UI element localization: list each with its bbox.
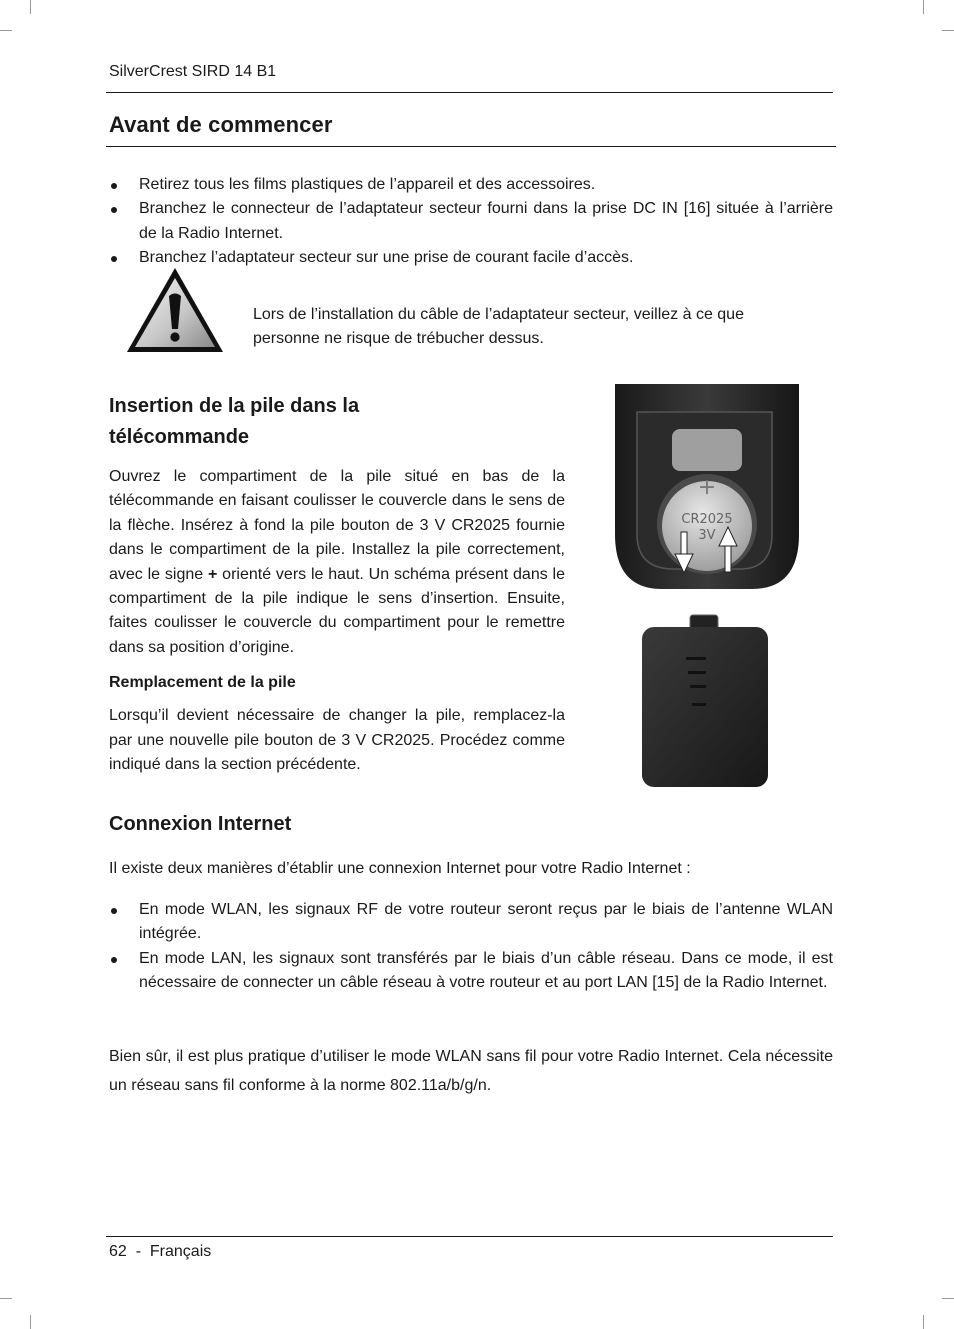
crop-mark <box>30 1315 31 1329</box>
crop-mark <box>0 30 12 31</box>
warning-text: Lors de l’installation du câble de l’adaptateur secteur, veillez à ce que personne ne risque de trébucher dessus. <box>253 306 744 348</box>
bullet-icon <box>111 908 117 914</box>
list-item: Retirez tous les films plastiques de l’appareil et des accessoires. <box>109 173 833 197</box>
list-item: En mode WLAN, les signaux RF de votre routeur seront reçus par le biais de l’antenne WLAN intégrée. <box>109 898 833 947</box>
crop-mark <box>942 30 954 31</box>
battery-voltage-label: 3V <box>698 528 716 543</box>
bullet-icon <box>111 957 117 963</box>
page-number: 62 - Français <box>109 1243 212 1260</box>
crop-mark <box>923 1315 924 1329</box>
subsection-title-replacement: Remplacement de la pile <box>109 674 296 692</box>
list-item: En mode LAN, les signaux sont transférés par le biais d’un câble réseau. Dans ce mode, il est nécessaire de connecter un câble réseau à votre routeur et au port LAN [15] de la Radio Internet. <box>109 947 833 996</box>
crop-mark <box>923 0 924 14</box>
battery-section <box>109 391 565 777</box>
list-item: Branchez le connecteur de l’adaptateur secteur fourni dans la prise DC IN [16] située à l’arrière de la Radio Internet. <box>109 197 833 246</box>
bullet-icon <box>111 207 117 213</box>
plus-sign: + <box>208 565 218 583</box>
bullet-icon <box>111 183 117 189</box>
battery-plus-label: + <box>697 475 717 500</box>
list-item: Branchez l’adaptateur secteur sur une prise de courant facile d’accès. <box>109 246 833 270</box>
section-title-rule <box>106 146 836 147</box>
connection-modes-list <box>109 898 833 996</box>
section-title-line: télécommande <box>109 426 250 448</box>
section-title-battery <box>109 391 565 453</box>
warning-triangle-icon <box>125 266 225 354</box>
internet-intro: Il existe deux manières d’établir une connexion Internet pour votre Radio Internet : <box>109 860 691 877</box>
preparation-list <box>109 173 833 271</box>
crop-mark <box>30 0 31 14</box>
running-header: SilverCrest SIRD 14 B1 <box>109 63 277 80</box>
crop-mark <box>942 1298 954 1299</box>
replacement-paragraph: Lorsqu’il devient nécessaire de changer la pile, remplacez-la par une nouvelle pile bouton de 3 V CR2025. Procédez comme indiqué dans la section précédente. <box>109 707 565 774</box>
section-title-line: Insertion de la pile dans la <box>109 395 360 417</box>
section-title-internet: Connexion Internet <box>109 813 292 835</box>
battery-cover-image <box>638 613 772 789</box>
header-rule <box>106 92 833 93</box>
section-title-before-start: Avant de commencer <box>109 112 333 137</box>
internet-closing: Bien sûr, il est plus pratique d’utiliser le mode WLAN sans fil pour votre Radio Internet. Cela nécessite un réseau sans fil conforme à la norme 802.11a/b/g/n. <box>109 1048 833 1094</box>
bullet-icon <box>111 256 117 262</box>
battery-paragraph: Ouvrez le compartiment de la pile situé en bas de la télécommande en faisant coulisser le couvercle dans le sens de la flèche. Insérez à fond la pile bouton de 3 V CR2025 fournie dans le compartiment de la pile. Installez la pile correctement, avec le signe + orienté vers le haut. Un schéma présent dans le compartiment de la pile indique le sens d’insertion. Ensuite, faites coulisser le couvercle du compartiment pour le remettre dans sa position d’origine. <box>109 468 566 656</box>
battery-model-label: CR2025 <box>681 512 733 527</box>
remote-battery-compartment-image <box>612 384 802 592</box>
footer-rule <box>106 1236 833 1237</box>
crop-mark <box>0 1298 12 1299</box>
